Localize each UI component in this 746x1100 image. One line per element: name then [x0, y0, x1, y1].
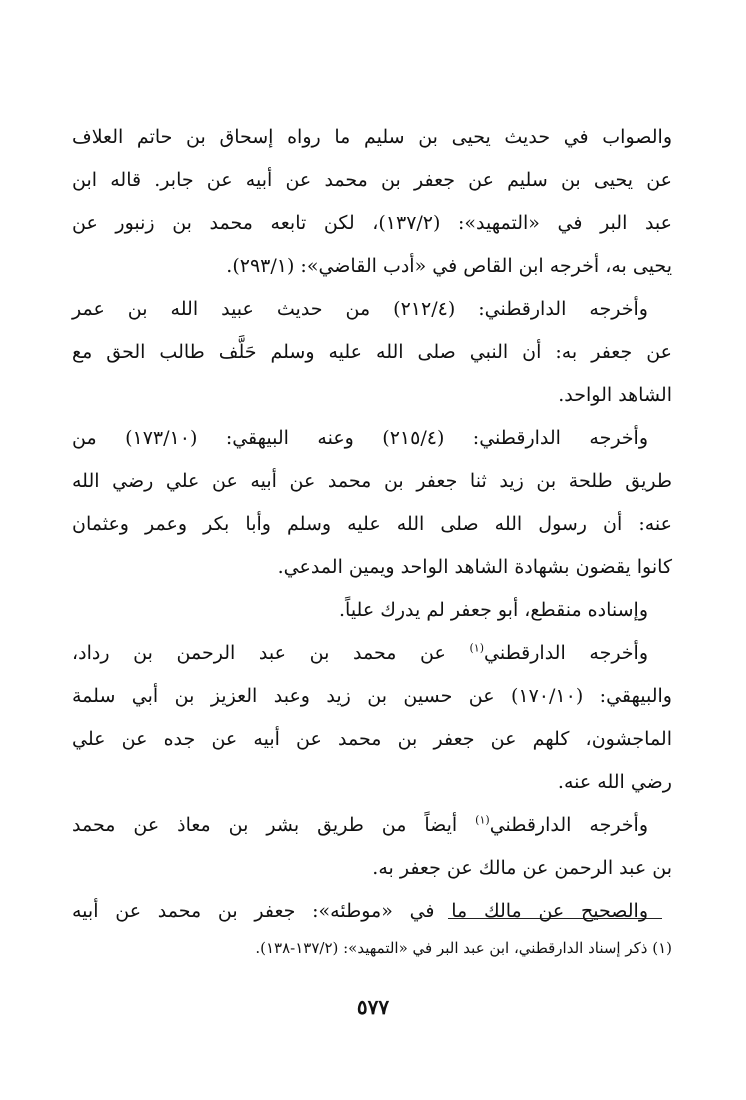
text-line: طريق طلحة بن زيد ثنا جعفر بن محمد عن أبيه عن علي رضي الله — [72, 470, 672, 492]
text-line: والبيهقي: (١٧٠/١٠) عن حسين بن زيد وعبد العزيز بن أبي سلمة — [72, 685, 672, 707]
text-line: وأخرجه الدارقطني: (٢١٥/٤) وعنه البيهقي: (١٧٣/١٠) من — [72, 427, 648, 449]
footnote-marker: (١) — [475, 813, 490, 827]
text-line: عنه: أن رسول الله صلى الله عليه وسلم وأبا بكر وعمر وعثمان — [72, 513, 672, 535]
text-line: والصواب في حديث يحيى بن سليم ما رواه إسحاق بن حاتم العلاف — [72, 126, 672, 148]
footnote: (١) ذكر إسناد الدارقطني، ابن عبد البر في «التمهيد»: (١٣٧/٢-١٣٨). — [255, 939, 672, 957]
text-line: وأخرجه الدارقطني: (٢١٢/٤) من حديث عبيد الله بن عمر — [72, 298, 648, 320]
text-line: يحيى به، أخرجه ابن القاص في «أدب القاضي»: (٢٩٣/١). — [226, 255, 672, 277]
text-line: رضي الله عنه. — [557, 771, 672, 793]
text-line: كانوا يقضون بشهادة الشاهد الواحد ويمين المدعي. — [277, 556, 672, 578]
text-line: وأخرجه الدارقطني$^{(١)}$ عن محمد بن عبد الرحمن بن رداد، — [72, 641, 649, 664]
footnote-separator — [448, 918, 662, 919]
page-number: ٥٧٧ — [356, 995, 390, 1019]
text-line: عن جعفر به: أن النبي صلى الله عليه وسلم حَلَّف طالب الحق مع — [72, 341, 672, 363]
text-line: الشاهد الواحد. — [558, 384, 672, 406]
text-line: الماجشون، كلهم عن جعفر بن محمد عن أبيه عن جده عن علي — [72, 728, 672, 750]
text-line: وأخرجه الدارقطني$^{(١)}$ أيضاً من طريق بشر بن معاذ عن محمد — [72, 813, 648, 836]
text-line: وإسناده منقطع، أبو جعفر لم يدرك علياً. — [338, 599, 648, 621]
text-line: والصحيح عن مالك ما في «موطئه»: جعفر بن محمد عن أبيه — [72, 900, 648, 922]
text-line: عن يحيى بن سليم عن جعفر بن محمد عن أبيه عن جابر. قاله ابن — [72, 169, 672, 191]
main-text — [72, 116, 672, 933]
text-line: عبد البر في «التمهيد»: (١٣٧/٢)، لكن تابعه محمد بن زنبور عن — [72, 212, 672, 234]
text-line: بن عبد الرحمن عن مالك عن جعفر به. — [372, 857, 672, 879]
footnote-marker: (١) — [469, 641, 485, 655]
